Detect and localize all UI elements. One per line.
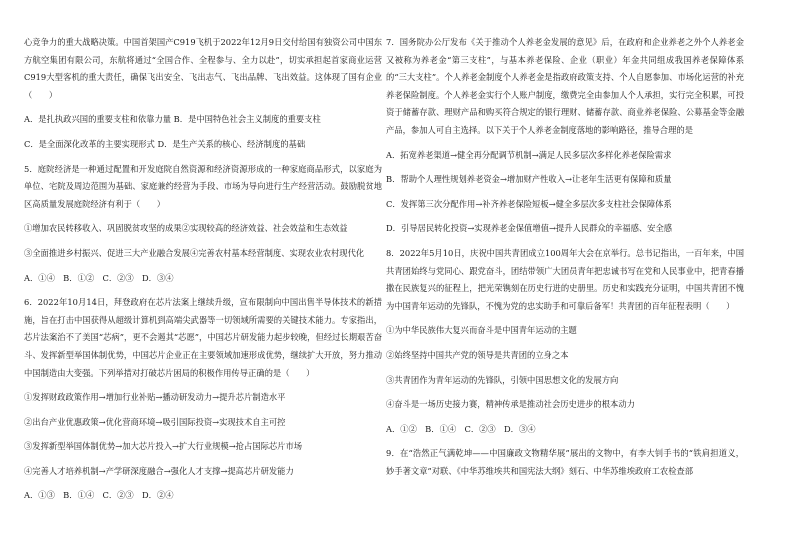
q6-item-2: ②出台产业优惠政策→优化营商环境→吸引国际投资→实现技术自主可控 [24, 416, 286, 427]
q6-item-3: ③发挥新型举国体制优势→加大芯片投入→扩大行业规模→抢占国际芯片市场 [24, 441, 303, 452]
q7-option-b: B．帮助个人理性规划养老资金→增加财产性收入→让老年生活更有保障和质量 [386, 174, 672, 185]
q8-item-2: ②始终坚持中国共产党的领导是共青团的立身之本 [386, 349, 569, 360]
q6-stem: 6．2022年10月14日，拜登政府在芯片法案上继续升级，宣布限制向中国出售半导体技术的新措施，旨在打击中国获得从超级计算机到高端尖武器等一切领域所需要的关键技术能力。专家指出，芯片法案治不了美国“芯病”，更不会遏其“芯愿”，中国芯片研发能力起步较晚，但经过长期艰苦奋斗、发挥新型举国体制优势，中国芯片企业正在主要领域加速形成优势，继续扩大开放，努力推动中国制造由大变强。下列举措对打破芯片困局的积极作用传导正确的是（ ） [24, 297, 382, 378]
q6-choices: A．①③ B．①④ C．②③ D．②④ [24, 490, 174, 501]
q6-item-1: ①发挥财政政策作用→增加行业补贴→播动研发动力→提升芯片制造水平 [24, 392, 286, 403]
q8-item-3: ③共青团作为青年运动的先锋队，引领中国思想文化的发展方向 [386, 374, 619, 385]
q8-item-1: ①为中华民族伟大复兴而奋斗是中国青年运动的主题 [386, 325, 577, 336]
q4-option-cd: C．是全面深化改革的主要实现形式 D．是生产关系的核心、经济制度的基础 [24, 138, 306, 149]
q5-choices: A．①④ B．①② C．②③ D．③④ [24, 272, 174, 283]
left-column [24, 34, 382, 512]
q8-choices: A．①② B．①④ C．②③ D．③④ [386, 423, 536, 434]
q4-option-ab: A．是扎执政兴国的重要支柱和依靠力量 B．是中国特色社会主义制度的重要支柱 [24, 114, 321, 125]
q7-stem: 7．国务院办公厅发布《关于推动个人养老金发展的意见》后，在政府和企业养老之外个人养老金又被称为养老金“第三支柱”，与基本养老保险、企业（职业）年金共同组成我国养老保障体系的“三大支柱”。个人养老金制度个人养老金是指政府政策支持、个人自愿参加、市场化运营的补充养老保险制度。个人养老金实行个人账户制度，缴费完全由参加人个人承担，实行完全积累，可投资于储蓄存款、理财产品和购买符合规定的银行理财、储蓄存款、商业养老保险、公募基金等金融产品，参加人可自主选择。以下关于个人养老金制度落地的影响路径，推导合理的是 [386, 37, 744, 135]
q5-stem: 5．庭院经济是一种通过配置和开发庭院自然资源和经济资源形成的一种家庭商品形式，以家庭为单位、宅院及周边范围为基础、家庭兼约经营为手段、市场为导向进行生产经营活动。鼓励脱贫地区高质量发展庭院经济有利于（ ） [24, 163, 382, 209]
q6-item-4: ④完善人才培养机制→产学研深度融合→强化人才支撑→提高芯片研发能力 [24, 465, 294, 476]
q5-item-1: ①增加农民转移收入、巩固脱贫攻坚的成果②实现较高的经济效益、社会效益和生态效益 [24, 223, 348, 234]
q9-stem: 9．在“浩然正气满乾坤——中国廉政文物精华展”展出的文物中，有李大钊手书的“铁肩担道义，妙手著文章”对联、《中华苏维埃共和国宪法大纲》刻石、中华苏维埃政府工农检查部 [386, 448, 744, 476]
q5-item-2: ③全面推进乡村振兴、促进三大产业融合发展④完善农村基本经营制度、实现农业农村现代化 [24, 247, 365, 258]
q8-stem: 8．2022年5月10日，庆祝中国共青团成立100周年大会在京举行。总书记指出，一百年来，中国共青团始终与党同心、跟党奋斗，团结带领广大团员青年把忠诚书写在党和人民事业中，把青春播撒在民族复兴的征程上，把光荣镌刻在历史行进的史册里。历史和实践充分证明，中国共青团不愧为中国青年运动的先锋队，不愧为党的忠实助手和可靠后备军！共青团的百年征程表明（ ） [386, 247, 744, 311]
q7-option-a: A．拓宽养老渠道→健全再分配调节机制→满足人民多层次多样化养老保险需求 [386, 149, 672, 160]
q8-item-4: ④奋斗是一场历史接力赛，精神传承是推动社会历史进步的根本动力 [386, 399, 635, 410]
q4-intro-text: 心竞争力的重大战略决策。中国首架国产C919飞机于2022年12月9日交付给国有独资公司中国东方航空集团有限公司，东航将通过“全国合作、全程参与、全力以赴”，切实承担起首家商业运营C919大型客机的重大责任，确保飞出安全、飞出志气、飞出品牌、飞出效益。这体现了国有企业（ ） [24, 37, 382, 100]
q7-option-d: D．引导居民转化投资→实现养老金保值增值→提升人民群众的幸福感、安全感 [386, 223, 673, 234]
q7-option-c: C．发挥第三次分配作用→补齐养老保险短板→健全多层次多支柱社会保障体系 [386, 198, 672, 209]
right-column [386, 34, 744, 487]
